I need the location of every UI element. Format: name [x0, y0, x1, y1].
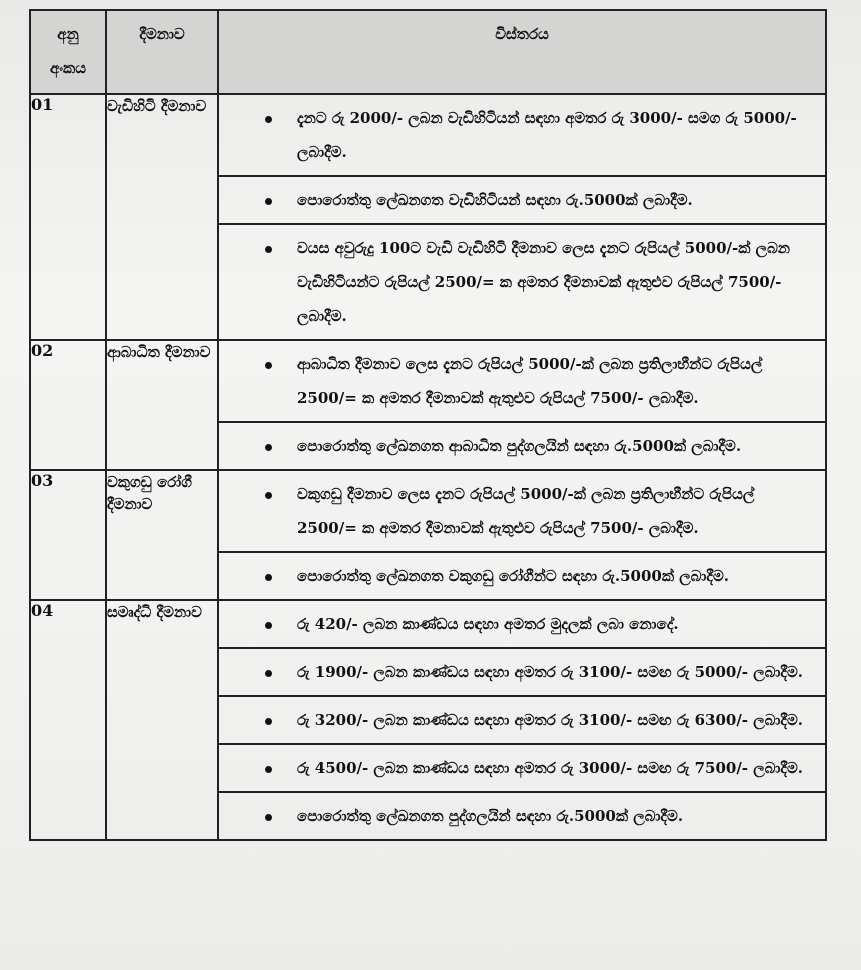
- bullet-icon: [265, 362, 272, 369]
- row-description: [218, 94, 826, 340]
- table-row: [30, 470, 826, 600]
- bullet-icon: [265, 670, 272, 677]
- header-description-label: විස්තරය: [495, 25, 549, 43]
- table-row: [30, 94, 826, 340]
- bullet-icon: [265, 116, 272, 123]
- bullet-icon: [265, 814, 272, 821]
- list-item: [219, 601, 825, 649]
- list-item-text: රු 4500/- ලබන කාණ්ඩය සඳහා අමතර රු 3000/- සමඟ රු 7500/- ලබාදීම.: [297, 759, 804, 777]
- row-benefit-name: වකුගඩු රෝගී දීමනාව: [106, 470, 218, 600]
- list-item: [219, 225, 825, 339]
- bullet-icon: [265, 622, 272, 629]
- row-number: 04: [30, 600, 106, 840]
- bullet-icon: [265, 718, 272, 725]
- bullet-icon: [265, 574, 272, 581]
- list-item: [219, 177, 825, 225]
- header-number-line1: අනු: [57, 25, 79, 43]
- row-benefit-name: සමෘද්ධි දීමනාව: [106, 600, 218, 840]
- list-item: [219, 793, 825, 839]
- list-item-text: රු 3200/- ලබන කාණ්ඩය සඳහා අමතර රු 3100/- සමඟ රු 6300/- ලබාදීම.: [297, 711, 804, 729]
- row-description: [218, 340, 826, 470]
- bullet-icon: [265, 766, 272, 773]
- row-number: 02: [30, 340, 106, 470]
- row-description: [218, 470, 826, 600]
- row-benefit-name: ආබාධිත දීමනාව: [106, 340, 218, 470]
- bullet-icon: [265, 198, 272, 205]
- list-item-text: පොරොත්තු ලේඛනගත වැඩිහිටියන් සඳහා රු.5000ක් ලබාදීම.: [297, 191, 693, 209]
- header-description: [218, 10, 826, 94]
- bullet-icon: [265, 492, 272, 499]
- list-item: [219, 745, 825, 793]
- list-item-text: ආබාධිත දීමනාව ලෙස දැනට රුපියල් 5000/-ක් ලබන ප්‍රතිලාභීන්ට රුපියල් 2500/= ක අමතර දීමනාවක් ඇතුළුව රුපියල් 7500/- ලබාදීම.: [297, 355, 763, 407]
- list-item: [219, 95, 825, 177]
- list-item-text: දැනට රු 2000/- ලබන වැඩිහිටියන් සඳහා අමතර රු 3000/- සමග රු 5000/- ලබාදීම.: [297, 109, 797, 161]
- row-number: 01: [30, 94, 106, 340]
- bullet-icon: [265, 444, 272, 451]
- table-header-row: [30, 10, 826, 94]
- header-benefit: [106, 10, 218, 94]
- benefits-table: [29, 9, 827, 841]
- list-item-text: පොරොත්තු ලේඛනගත ආබාධිත පුද්ගලයින් සඳහා රු.5000ක් ලබාදීම.: [297, 437, 742, 455]
- table-row: [30, 340, 826, 470]
- list-item-text: පොරොත්තු ලේඛනගත වකුගඩු රෝගීන්ට සඳහා රු.5000ක් ලබාදීම.: [297, 567, 730, 585]
- list-item: [219, 423, 825, 469]
- list-item: [219, 553, 825, 599]
- list-item: [219, 471, 825, 553]
- list-item-text: වයස අවුරුදු 100ට වැඩි වැඩිහිටි දීමනාව ලෙස දැනට රුපියල් 5000/-ක් ලබන වැඩිහිටියන්ට රුපියල් 2500/= ක අමතර දීමනාවක් ඇතුළුව රුපියල් 7500/- ලබාදීම.: [297, 239, 790, 325]
- list-item: [219, 649, 825, 697]
- list-item-text: වකුගඩු දීමනාව ලෙස දැනට රුපියල් 5000/-ක් ලබන ප්‍රතිලාභීන්ට රුපියල් 2500/= ක අමතර දීමනාවක් ඇතුළුව රුපියල් 7500/- ලබාදීම.: [297, 485, 755, 537]
- row-description: [218, 600, 826, 840]
- row-number: 03: [30, 470, 106, 600]
- list-item-text: රු 1900/- ලබන කාණ්ඩය සඳහා අමතර රු 3100/- සමඟ රු 5000/- ලබාදීම.: [297, 663, 804, 681]
- header-number: [30, 10, 106, 94]
- list-item-text: රු 420/- ලබන කාණ්ඩය සඳහා අමතර මුදලක් ලබා නොදේ.: [297, 615, 679, 633]
- list-item-text: පොරොත්තු ලේඛනගත පුද්ගලයින් සඳහා රු.5000ක් ලබාදීම.: [297, 807, 684, 825]
- list-item: [219, 697, 825, 745]
- table-row: [30, 600, 826, 840]
- row-benefit-name: වැඩිහිටි දීමනාව: [106, 94, 218, 340]
- header-benefit-label: දීමනාව: [139, 25, 185, 43]
- list-item: [219, 341, 825, 423]
- header-number-line2: අංකය: [49, 59, 86, 77]
- bullet-icon: [265, 246, 272, 253]
